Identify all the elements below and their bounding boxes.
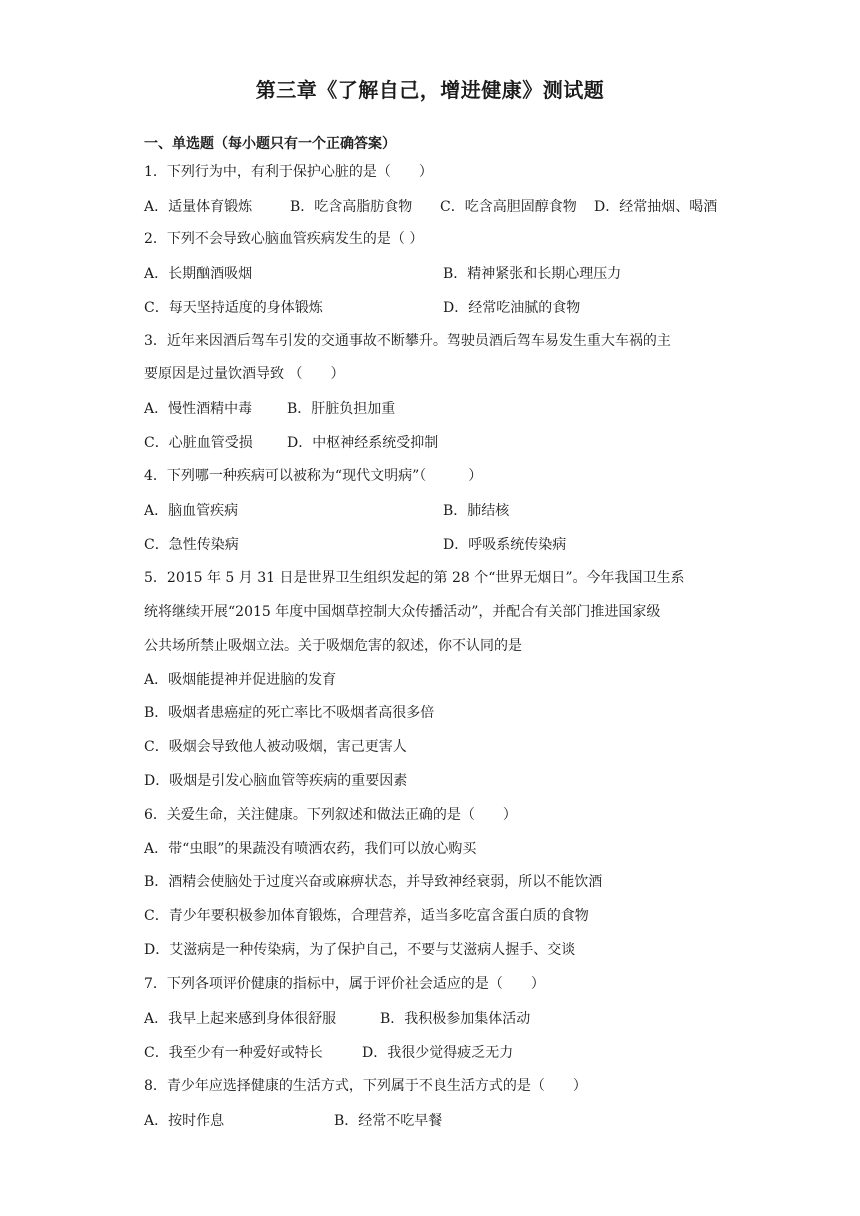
question-1-option-c: C．吃含高胆固醇食物 bbox=[440, 199, 577, 215]
question-7-option-b: B．我积极参加集体活动 bbox=[380, 1011, 531, 1027]
question-5-stem-line-1: 5．2015 年 5 月 31 日是世界卫生组织发起的第 28 个“世界无烟日”。今年我国卫生系 bbox=[144, 570, 685, 586]
question-2-stem: 2．下列不会导致心脑血管疾病发生的是（ ） bbox=[144, 231, 424, 247]
page-title: 第三章《了解自己，增进健康》测试题 bbox=[255, 78, 605, 102]
question-4-option-b: B．肺结核 bbox=[443, 503, 510, 519]
question-3-option-c: C．心脏血管受损 bbox=[144, 435, 253, 451]
question-8-stem: 8．青少年应选择健康的生活方式，下列属于不良生活方式的是（ ） bbox=[144, 1078, 587, 1094]
question-3-option-a: A．慢性酒精中毒 bbox=[144, 401, 253, 417]
question-5-option-a: A．吸烟能提神并促进脑的发育 bbox=[144, 672, 337, 688]
question-8-option-b: B．经常不吃早餐 bbox=[334, 1113, 443, 1129]
question-3-stem-line-2: 要原因是过量饮酒导致 （ ） bbox=[144, 366, 345, 382]
question-3-option-d: D．中枢神经系统受抑制 bbox=[287, 435, 439, 451]
question-5-option-c: C．吸烟会导致他人被动吸烟，害己更害人 bbox=[144, 739, 407, 755]
question-2-option-d: D．经常吃油腻的食物 bbox=[443, 300, 581, 316]
question-7-option-a: A．我早上起来感到身体很舒服 bbox=[144, 1011, 337, 1027]
section-heading: 一、单选题（每小题只有一个正确答案） bbox=[144, 136, 396, 152]
question-7-option-c: C．我至少有一种爱好或特长 bbox=[144, 1045, 323, 1061]
question-4-option-a: A．脑血管疾病 bbox=[144, 503, 239, 519]
question-6-option-d: D．艾滋病是一种传染病，为了保护自己，不要与艾滋病人握手、交谈 bbox=[144, 942, 576, 958]
question-5-option-b: B．吸烟者患癌症的死亡率比不吸烟者高很多倍 bbox=[144, 705, 435, 721]
question-6-option-a: A．带“虫眼”的果蔬没有喷洒农药，我们可以放心购买 bbox=[144, 841, 477, 857]
question-4-option-d: D．呼吸系统传染病 bbox=[443, 537, 567, 553]
question-5-option-d: D．吸烟是引发心脑血管等疾病的重要因素 bbox=[144, 773, 408, 789]
question-2-option-b: B．精神紧张和长期心理压力 bbox=[443, 266, 622, 282]
question-4-option-c: C．急性传染病 bbox=[144, 537, 239, 553]
question-1-option-b: B．吃含高脂肪食物 bbox=[290, 199, 413, 215]
question-5-stem-line-2: 统将继续开展“2015 年度中国烟草控制大众传播活动”，并配合有关部门推进国家级 bbox=[144, 604, 661, 620]
question-6-option-c: C．青少年要积极参加体育锻炼，合理营养，适当多吃富含蛋白质的食物 bbox=[144, 908, 589, 924]
question-7-stem: 7．下列各项评价健康的指标中，属于评价社会适应的是（ ） bbox=[144, 976, 545, 992]
question-7-option-d: D．我很少觉得疲乏无力 bbox=[362, 1045, 514, 1061]
question-1-option-a: A．适量体育锻炼 bbox=[144, 199, 253, 215]
question-6-stem: 6．关爱生命，关注健康。下列叙述和做法正确的是（ ） bbox=[144, 807, 517, 823]
question-3-stem-line-1: 3．近年来因酒后驾车引发的交通事故不断攀升。驾驶员酒后驾车易发生重大车祸的主 bbox=[144, 333, 671, 349]
question-6-option-b: B．酒精会使脑处于过度兴奋或麻痹状态，并导致神经衰弱，所以不能饮酒 bbox=[144, 874, 603, 890]
question-2-option-c: C．每天坚持适度的身体锻炼 bbox=[144, 300, 323, 316]
question-4-stem: 4．下列哪一种疾病可以被称为“现代文明病”（ ） bbox=[144, 468, 483, 484]
question-1-option-d: D．经常抽烟、喝酒 bbox=[594, 199, 718, 215]
question-8-option-a: A．按时作息 bbox=[144, 1113, 225, 1129]
question-2-option-a: A．长期酗酒吸烟 bbox=[144, 266, 253, 282]
question-3-option-b: B．肝脏负担加重 bbox=[287, 401, 396, 417]
question-5-stem-line-3: 公共场所禁止吸烟立法。关于吸烟危害的叙述，你不认同的是 bbox=[144, 638, 522, 654]
question-1-stem: 1．下列行为中，有利于保护心脏的是（ ） bbox=[144, 164, 433, 180]
